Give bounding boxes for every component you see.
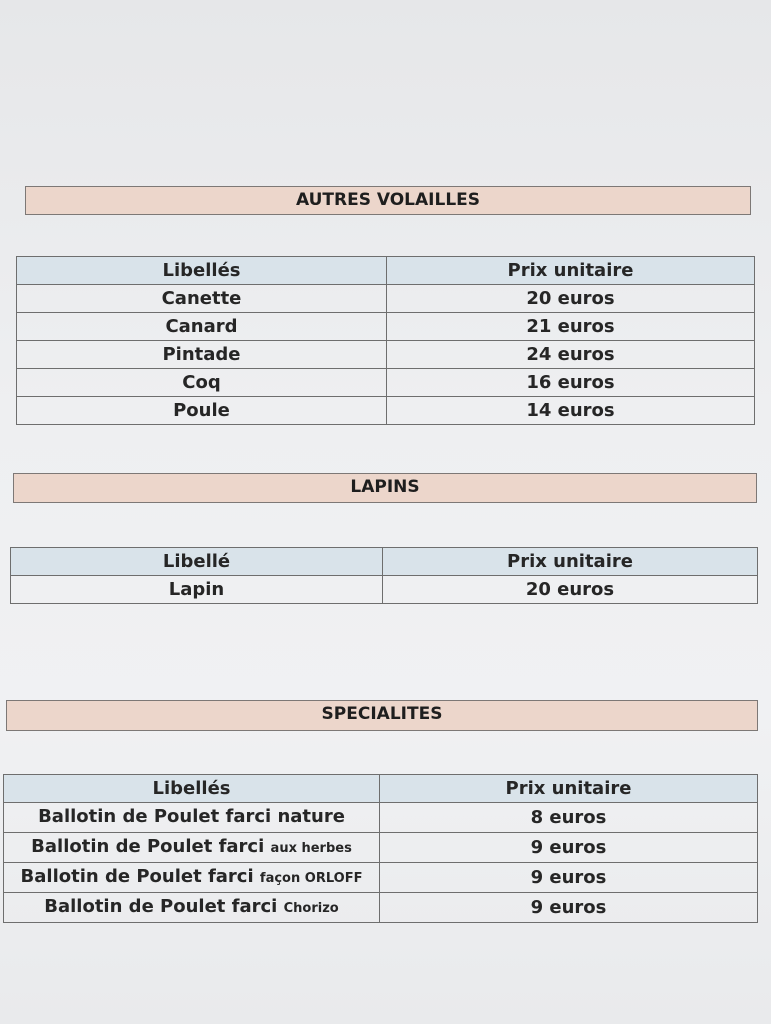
table-header-row <box>11 548 758 576</box>
item-price: 20 euros <box>387 285 755 313</box>
table-header-row <box>17 257 755 285</box>
table-row <box>4 893 758 923</box>
item-label: Canard <box>17 313 387 341</box>
item-label <box>4 893 380 923</box>
table-row <box>4 833 758 863</box>
item-label <box>4 833 380 863</box>
item-price: 24 euros <box>387 341 755 369</box>
table-row <box>17 397 755 425</box>
item-label: Pintade <box>17 341 387 369</box>
column-header-label: Libellé <box>11 548 383 576</box>
item-price: 20 euros <box>383 576 758 604</box>
item-label: Canette <box>17 285 387 313</box>
column-header-price: Prix unitaire <box>380 775 758 803</box>
column-header-label: Libellés <box>4 775 380 803</box>
column-header-label: Libellés <box>17 257 387 285</box>
table-row <box>4 863 758 893</box>
item-price: 14 euros <box>387 397 755 425</box>
table-row <box>17 285 755 313</box>
price-table-specialites <box>3 774 758 923</box>
item-label: Poule <box>17 397 387 425</box>
item-price: 9 euros <box>380 863 758 893</box>
price-table-lapins <box>10 547 758 604</box>
item-price: 16 euros <box>387 369 755 397</box>
item-label-suffix: façon ORLOFF <box>259 871 363 886</box>
section-title-autres-volailles: AUTRES VOLAILLES <box>25 186 751 215</box>
table-row <box>17 313 755 341</box>
item-label-main: Ballotin de Poulet farci <box>44 896 278 917</box>
table-row <box>11 576 758 604</box>
item-label: Coq <box>17 369 387 397</box>
item-label <box>4 803 380 833</box>
item-label-main: Ballotin de Poulet farci nature <box>38 806 345 827</box>
section-title-lapins: LAPINS <box>13 473 757 503</box>
price-table-autres-volailles <box>16 256 755 425</box>
table-row <box>17 341 755 369</box>
item-price: 21 euros <box>387 313 755 341</box>
column-header-price: Prix unitaire <box>387 257 755 285</box>
item-label-suffix: aux herbes <box>270 841 352 856</box>
table-row <box>17 369 755 397</box>
item-price: 9 euros <box>380 893 758 923</box>
item-label-main: Ballotin de Poulet farci <box>31 836 265 857</box>
table-row <box>4 803 758 833</box>
section-title-specialites: SPECIALITES <box>6 700 758 731</box>
item-label-suffix: Chorizo <box>283 901 339 916</box>
item-label-main: Ballotin de Poulet farci <box>20 866 254 887</box>
item-label <box>4 863 380 893</box>
item-label: Lapin <box>11 576 383 604</box>
table-header-row <box>4 775 758 803</box>
item-price: 9 euros <box>380 833 758 863</box>
column-header-price: Prix unitaire <box>383 548 758 576</box>
item-price: 8 euros <box>380 803 758 833</box>
